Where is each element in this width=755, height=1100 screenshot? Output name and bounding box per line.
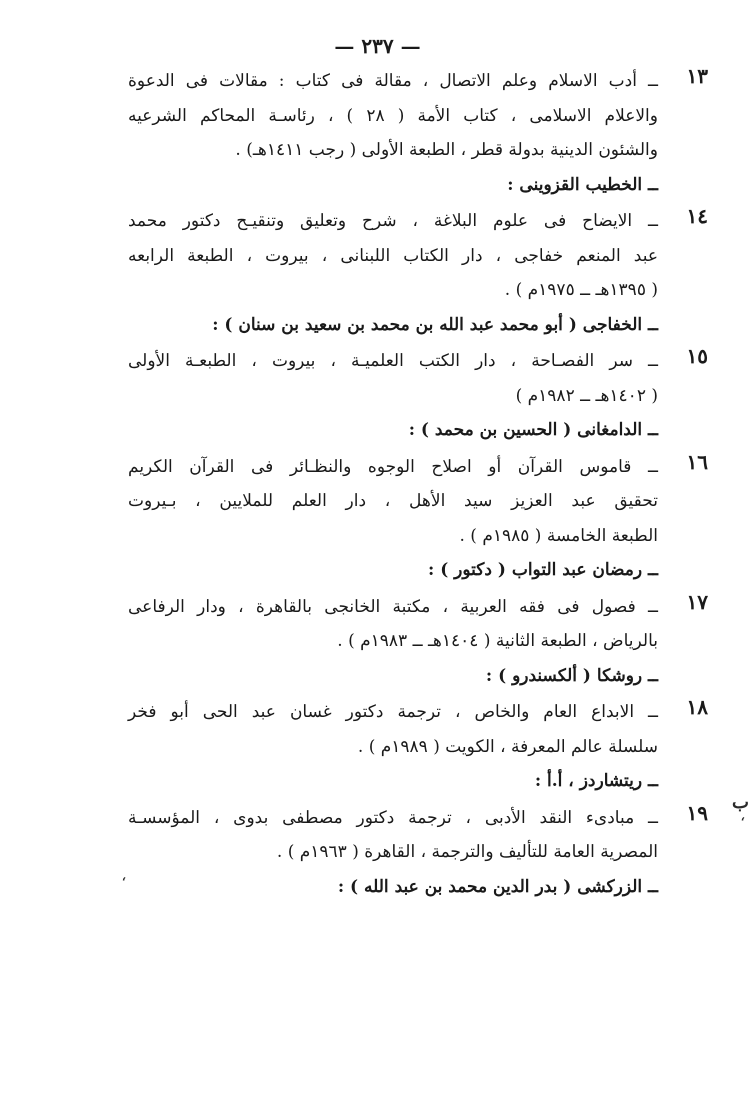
entry-number: ١٣ <box>686 64 708 88</box>
entry-line: الطبعة الخامسة ( ١٩٨٥م ) . <box>459 525 658 546</box>
author-heading: ــ رمضان عبد التواب ( دكتور ) : <box>428 560 658 580</box>
entry-number: ١٦ <box>686 449 708 474</box>
scan-mark: ʻ <box>122 875 127 889</box>
entry-number: ١٨ <box>686 695 708 719</box>
entry-line: ( ١٤٠٢هـ ــ ١٩٨٢م ) <box>515 385 658 406</box>
bibliography-entry <box>128 344 708 413</box>
author-heading: ــ روشكا ( ألكسندرو ) : <box>485 665 658 686</box>
entry-line: ــ أدب الاسلام وعلم الاتصال ، مقالة فى كتاب : مقالات فى الدعوة <box>128 71 658 91</box>
entry-number: ١٥ <box>686 344 708 368</box>
entry-number: ١٧ <box>686 589 708 614</box>
entry-line: بالرياض ، الطبعة الثانية ( ١٤٠٤هـ ــ ١٩٨٣م ) . <box>337 631 658 651</box>
bibliography-entry <box>128 449 708 554</box>
author-heading: ــ الخطيب القزوينى : <box>507 174 658 195</box>
entry-number: ١٤ <box>686 204 708 228</box>
entry-line: ــ الابداع العام والخاص ، ترجمة دكتور غسان عبد الحى أبو فخر <box>128 702 658 722</box>
entry-line: المصرية العامة للتأليف والترجمة ، القاهرة ( ١٩٦٣م ) . <box>276 842 658 862</box>
page-number: — ٢٣٧ — <box>334 34 421 58</box>
scan-mark: ʻ <box>740 815 745 829</box>
entry-line: تحقيق عبد العزيز سيد الأهل ، دار العلم للملايين ، بـيروت <box>128 491 658 511</box>
entry-line: سلسلة عالم المعرفة ، الكويت ( ١٩٨٩م ) . <box>357 736 658 757</box>
entry-line: ــ فصول فى فقه العربية ، مكتبة الخانجى بالقاهرة ، ودار الرفاعى <box>128 596 658 617</box>
entry-line: والشئون الدينية بدولة قطر ، الطبعة الأولى ( رجب ١٤١١هـ) . <box>235 140 658 160</box>
bibliography-entry <box>128 589 708 659</box>
bibliography-list <box>128 64 708 906</box>
entry-line: ( ١٣٩٥هـ ــ ١٩٧٥م ) . <box>504 280 658 300</box>
author-heading: ــ الدامغانى ( الحسين بن محمد ) : <box>408 420 658 440</box>
entry-number: ١٩ <box>686 800 708 825</box>
entry-line: ــ سر الفصـاحة ، دار الكتب العلميـة ، بيروت ، الطبعـة الأولى <box>128 351 658 371</box>
bibliography-entry <box>128 64 708 168</box>
entry-line: ــ قاموس القرآن أو اصلاح الوجوه والنظـائر فى القرآن الكريم <box>128 456 658 477</box>
entry-line: عبد المنعم خفاجى ، دار الكتاب اللبنانى ، بيروت ، الطبعة الرابعه <box>128 245 658 266</box>
bibliography-entry <box>128 204 708 308</box>
bibliography-entry <box>128 695 708 764</box>
author-heading: ــ الزركشى ( بدر الدين محمد بن عبد الله ) : <box>337 876 658 897</box>
entry-line: والاعلام الاسلامى ، كتاب الأمة ( ٢٨ ) ، رئاسـة المحاكم الشرعيه <box>128 105 658 126</box>
author-heading: ــ ريتشاردز ، أ.أ : <box>534 771 658 791</box>
author-heading: ــ الخفاجى ( أبو محمد عبد الله بن محمد بن سعيد بن سنان ) : <box>212 314 658 335</box>
entry-line: ــ الايضاح فى علوم البلاغة ، شرح وتعليق وتنقيـح دكتور محمد <box>128 211 658 231</box>
entry-line: ــ مبادىء النقد الأدبى ، ترجمة دكتور مصطفى بدوى ، المؤسسـة <box>128 807 658 828</box>
bibliography-entry <box>128 800 708 870</box>
scan-mark: ب <box>732 792 749 813</box>
